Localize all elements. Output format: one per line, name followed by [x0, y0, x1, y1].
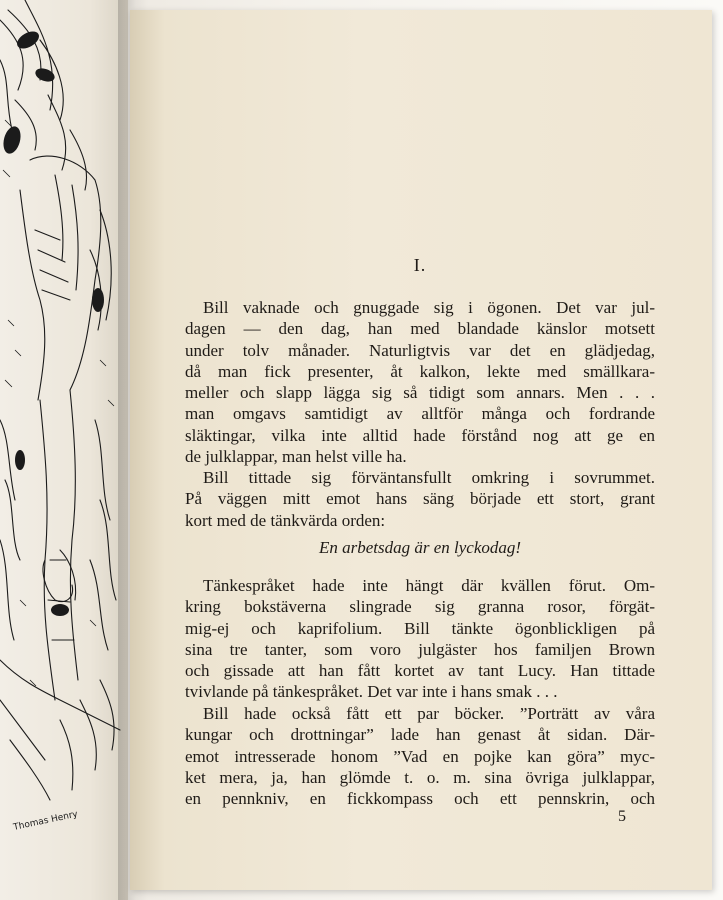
- text-line: man omgavs samtidigt av alltför många och fordrande: [185, 404, 655, 424]
- illustrator-signature: Thomas Henry: [12, 809, 79, 833]
- motto: En arbetsdag är en lyckodag!: [318, 538, 522, 557]
- text-line: Bill tittade sig förväntansfullt omkring i sovrummet.: [203, 468, 655, 487]
- text-line: mig-ej och kaprifolium. Bill tänkte ögonblickligen på: [185, 618, 655, 638]
- text-line: kring bokstäverna slingrade sig granna rosor, förgät-: [185, 597, 655, 617]
- text-line: dagen — den dag, han med blandade känslor motsett: [185, 319, 655, 339]
- text-line: ket mera, ja, han glömde t. o. m. sina övriga julklappar,: [185, 767, 655, 787]
- right-page: [130, 10, 712, 890]
- chapter-heading: I.: [413, 255, 427, 275]
- text-line: kort med de tänkvärda orden:: [185, 510, 386, 530]
- paragraph-1: [185, 297, 655, 467]
- left-page: [0, 0, 128, 900]
- text-line: en pennkniv, en fickkompass och ett pennskrin, och: [185, 789, 655, 809]
- text-line: Bill vaknade och gnuggade sig i ögonen. Det var jul-: [203, 298, 655, 317]
- ink-illustration: [0, 0, 128, 900]
- text-line: sina tre tanter, som voro julgäster hos familjen Brown: [185, 639, 655, 659]
- text-line: släktingar, vilka inte alltid hade förstånd nog att ge en: [185, 425, 655, 445]
- paragraph-2: [185, 467, 655, 531]
- text-line: kungar och drottningar” lade han genast åt sidan. Där-: [185, 725, 655, 745]
- text-line: under tolv månader. Naturligtvis var det en glädjedag,: [185, 340, 655, 360]
- text-line: och gissade att han fått kortet av tant Lucy. Han tittade: [185, 661, 655, 681]
- text-line: de julklappar, man helst ville ha.: [185, 447, 407, 467]
- text-line: På väggen mitt emot hans säng började ett stort, grant: [185, 489, 655, 509]
- page-number: 5: [618, 808, 626, 825]
- text-line: då man fick presenter, åt kalkon, lekte med smällkara-: [185, 361, 655, 381]
- paragraph-4: [185, 703, 655, 809]
- text-line: meller och slapp lägga sig så tidigt som annars. Men . . .: [185, 383, 655, 403]
- paragraph-3: [185, 575, 655, 703]
- text-line: tvivlande på tänkespråket. Det var inte i hans smak . . .: [185, 682, 558, 702]
- text-line: Bill hade också fått ett par böcker. ”Porträtt av våra: [203, 704, 655, 723]
- text-line: Tänkespråket hade inte hängt där kvällen förut. Om-: [203, 576, 655, 595]
- text-line: emot intresserade honom ”Vad en pojke kan göra” myc-: [185, 746, 655, 766]
